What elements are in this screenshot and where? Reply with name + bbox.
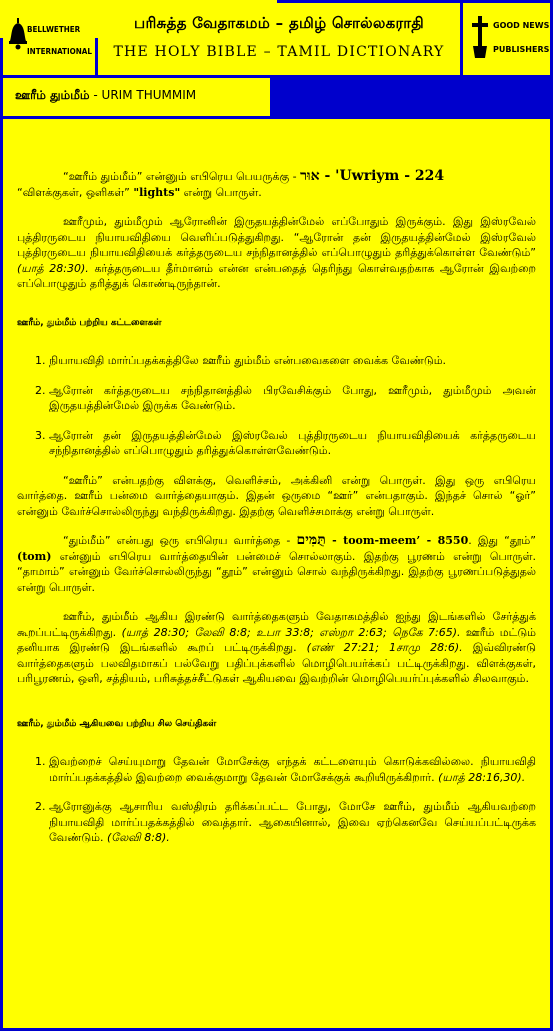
logo-right-line2: PUBLISHERS (493, 45, 550, 54)
bellwether-logo (3, 3, 95, 75)
etymology-end: என்று பொருள். (180, 185, 262, 199)
list-item: 1. நியாயவிதி மார்ப்பதக்கத்திலே ஊரீம் தும்மீம் என்பவைகளை வைக்க வேண்டும். (49, 353, 536, 369)
entry-heading-tamil: ஊரீம் தும்மீம் (15, 88, 90, 102)
logo-right-line1: GOOD NEWS (493, 21, 550, 30)
title-english: THE HOLY BIBLE – TAMIL DICTIONARY (113, 44, 445, 60)
section-commands-title: ஊரீம், தும்மீம் பற்றிய கட்டளைகள் (17, 317, 162, 328)
list-item (49, 754, 536, 785)
occurrences-text-b: ஊரீம் மட்டும் தனியாக இரண்டு இடங்களில் கூறப் பட்டிருக்கிறது. (17, 625, 536, 654)
section-facts-title: ஊரீம், தும்மீம் ஆகியவை பற்றிய சில செய்திகள் (17, 718, 217, 729)
facts-list (17, 754, 536, 846)
hebrew-word-thummim: תֻּמִּים (296, 532, 326, 548)
aaron-reference: (யாத் 28:30). (17, 261, 89, 275)
aaron-text: ஊரீமும், தும்மீமும் ஆரோனின் இருதயத்தின்மேல் எப்போதும் இருக்கும். இது இஸ்ரவேல் புத்திரருடைய நியாயவிதியை வெளிப்படுத்துகிறது. “ஆரோன் தன் இருதயத்தின்மேல் இஸ்ரவேல் புத்திரருடைய நியாயவிதியைக் கர்த்தருடைய சந்நிதானத்தில் எப்பொழுதும் தரித்துக்கொள்ள வேண்டும்” (17, 215, 536, 259)
urim-transliteration: - 'Uwriym - 224 (319, 168, 445, 184)
paragraph-occurrences (17, 609, 536, 687)
dictionary-title (98, 3, 460, 75)
paragraph-aaron (17, 214, 536, 292)
thummim-text-b: . இது “தூம்” (468, 534, 536, 547)
hebrew-word-urim: אוּר (300, 168, 320, 184)
occurrences-text: ஊரீம், தும்மீம் ஆகிய இரண்டு வார்த்தைகளும் வேதாகமத்தில் ஐந்து இடங்களில் சேர்த்துக் கூறப்பட்டிருக்கிறது. (17, 610, 536, 639)
fact-1-reference: (யாத் 28:16,30). (434, 770, 526, 784)
title-tamil: பரிசுத்த வேதாகமம் – தமிழ் சொல்லகராதி (133, 14, 425, 32)
etymology-meaning: “விளக்குகள், ஒளிகள்” (17, 185, 134, 199)
aaron-text-end: கர்த்தருடைய தீர்மானம் என்ன என்பதைத் தெரிந்து கொள்வதற்காக ஆரோன் இவற்றை எப்பொழுதும் தரித்துக் கொண்டிருந்தான். (17, 261, 536, 290)
list-item: 2. ஆரோன் கர்த்தருடைய சந்நிதானத்தில் பிரவேசிக்கும் போது, ஊரீமும், தும்மீமும் அவன் இருதயத்தின்மேல் இருக்க வேண்டும். (49, 383, 536, 414)
paragraph-thummim-meaning (17, 533, 536, 595)
logo-left-line1: BELLWETHER (27, 25, 81, 34)
list-item: 3. ஆரோன் தன் இருதயத்தின்மேல் இஸ்ரவேல் புத்திரருடைய நியாயவிதியைக் கர்த்தருடைய சந்நிதானத்தில் எப்பொழுதும் தரித்துக்கொள்ளவேண்டும். (49, 428, 536, 459)
cross-candle-icon (469, 16, 491, 60)
fact-2-text: ஆரோனுக்கு ஆசாரிய வஸ்திரம் தரிக்கப்பட்ட போது, மோசே ஊரீம், தும்மீம் ஆகியவற்றை நியாயவிதி மார்ப்பதக்கத்தில் வைத்தார். ஆகையினால், இவை ஏற்கெனவே செய்யப்பட்டிருக்க வேண்டும். (49, 800, 536, 844)
list-item (49, 799, 536, 846)
entry-heading-english: URIM THUMMIM (101, 88, 197, 102)
fact-1-text: இவற்றைச் செய்யுமாறு தேவன் மோசேக்கு எந்தக் கட்டளையும் கொடுக்கவில்லை. நியாயவிதி மார்ப்பதக்கத்தில் இவற்றை வைக்குமாறு தேவன் மோசேக்குக் கூறியிருக்கிறார். (49, 755, 536, 784)
entry-body (3, 119, 550, 1028)
good-news-logo (463, 3, 550, 75)
occurrences-text-c: இவ்விரண்டு வார்த்தைகளும் பலவிதமாகப் பல்வேறு பதிப்புக்களில் மொழிபெயர்க்கப் பட்டிருக்கிறது. விளக்குகள், பரிபூரணம், ஒளி, சத்தியம், பரிசுத்தச்சீட்டுகள் ஆகியவை இவற்றின் மொழிபெயர்ப்புக்களில் சிலவாகும். (17, 641, 536, 685)
lights-word: "lights" (133, 185, 181, 199)
bell-icon (7, 17, 29, 51)
fact-2-reference: (லேவி 8:8). (103, 831, 170, 844)
occurrences-reference-1: (யாத் 28:30; லேவி 8:8; உபா 33:8; எஸ்றா 2:63; நெகே 7:65). (116, 625, 461, 639)
entry-heading-separator: - (89, 88, 102, 102)
commands-list (17, 353, 536, 459)
tom-word: (tom) (17, 549, 52, 563)
entry-heading (3, 78, 270, 116)
thummim-text-c: என்னும் எபிரெய வார்த்தையின் பன்மைச் சொல்லாகும். இதற்கு பூரணம் என்று பொருள். “தாமாம்” என்னும் வேர்ச்சொல்லிருந்து “தூம்” என்னும் சொல் வந்திருக்கிறது. இதற்கு பூரணப்படுத்துதல் என்று பொருள். (17, 549, 536, 594)
paragraph-urim-meaning: “ஊரீம்” என்பதற்கு விளக்கு, வெளிச்சம், அக்கினி என்று பொருள். இது ஒரு எபிரெய வார்த்தை. ஊரீம் பன்மை வார்த்தையாகும். இதன் ஒருமை “ஊர்” என்பதாகும். இந்தச் சொல் “ஓர்” என்னும் வேர்ச்சொல்லிருந்து வந்திருக்கிறது. இதற்கு வெளிச்சமாக்கு என்று பொருள். (17, 473, 536, 518)
logo-left-line2: INTERNATIONAL (27, 47, 92, 56)
paragraph-etymology (17, 169, 536, 200)
thummim-transliteration: - toom-meem’ - 8550 (325, 534, 469, 547)
occurrences-reference-2: (எண் 27:21; 1சாமு 28:6). (296, 641, 463, 654)
etymology-text: “ஊரீம் தும்மீம்” என்னும் எபிரெய பெயருக்கு - (63, 170, 297, 183)
thummim-text: “தும்மீம்” என்பது ஒரு எபிரெய வார்த்தை - (63, 534, 291, 547)
